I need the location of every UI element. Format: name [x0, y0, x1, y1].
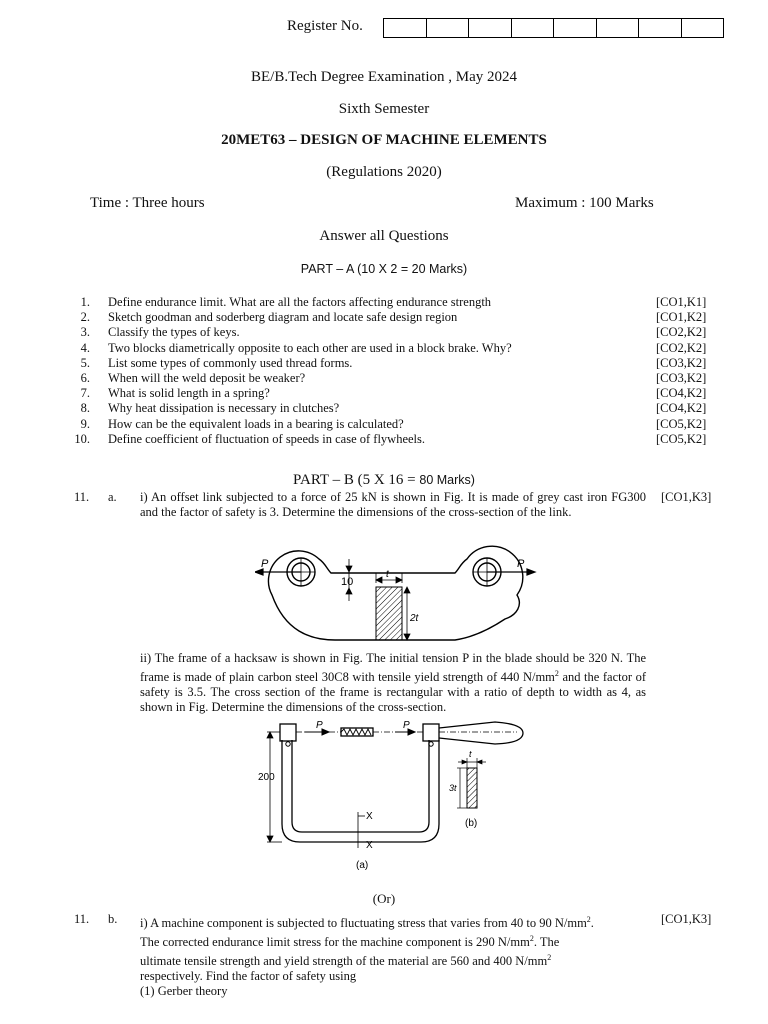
question-text: When will the weld deposit be weaker? — [108, 371, 306, 385]
question-number: 7. — [80, 386, 90, 401]
part-a-question-row — [0, 295, 768, 310]
register-cell[interactable] — [384, 19, 427, 37]
question-text: Define endurance limit. What are all the factors affecting endurance strength — [108, 295, 492, 309]
fig1-load-left: P — [261, 558, 269, 570]
fig2-section-label-bottom: X — [366, 840, 373, 851]
fig2-depth-dimension: 3t — [449, 783, 457, 793]
q11b-line-2-text: The corrected endurance limit stress for the machine component is 290 N/mm — [140, 935, 530, 950]
question-number: 5. — [80, 355, 90, 370]
course-outcome-tag: [CO4,K2] — [656, 386, 707, 401]
semester: Sixth Semester — [338, 101, 430, 117]
part-a-question-row — [0, 310, 768, 325]
register-cell[interactable] — [682, 19, 724, 37]
fig2-label-a: (a) — [356, 860, 369, 871]
q11a-part-i-text: i) An offset link subjected to a force of 25 kN is shown in Fig. It is made of grey cast iron FG300 and the factor of safety is 3. Determine the dimensions of the cross-section of the link. — [140, 490, 646, 519]
or-separator: (Or) — [372, 891, 396, 906]
question-number: 3. — [80, 325, 90, 340]
question-text: Why heat dissipation is necessary in clutches? — [108, 401, 340, 416]
exam-title: BE/B.Tech Degree Examination , May 2024 — [251, 69, 517, 85]
part-a-heading: PART – A (10 X 2 = 20 Marks) — [300, 262, 468, 276]
q11b-line-1-end: . — [590, 916, 594, 931]
fig1-load-right: P — [517, 558, 525, 570]
regulations: (Regulations 2020) — [326, 164, 442, 180]
part-a-question-row — [0, 356, 768, 371]
hacksaw-frame-figure — [255, 716, 530, 872]
part-a-question-row — [0, 371, 768, 386]
part-a-question-row — [0, 432, 768, 447]
q11b-line-4: respectively. Find the factor of safety using — [140, 969, 357, 984]
question-number: 8. — [80, 401, 90, 416]
question-number: 10. — [74, 431, 90, 446]
question-text: Two blocks diametrically opposite to each other are used in a block brake. Why? — [108, 340, 512, 355]
course-outcome-tag: [CO3,K2] — [656, 355, 707, 370]
question-number: 6. — [80, 371, 90, 385]
register-cell[interactable] — [639, 19, 682, 37]
register-cell[interactable] — [469, 19, 512, 37]
fig2-section-label-top: X — [366, 811, 373, 822]
instruction: Answer all Questions — [319, 228, 449, 244]
q11b-line-2-end: . The — [533, 935, 560, 950]
register-label: Register No. — [287, 18, 363, 34]
question-number: 2. — [80, 310, 90, 325]
frame-cross-section-hatch — [467, 768, 477, 808]
register-cell[interactable] — [597, 19, 640, 37]
course-outcome-tag: [CO4,K2] — [656, 401, 707, 416]
fig2-label-b: (b) — [465, 818, 478, 829]
question-number: 4. — [80, 340, 90, 355]
q11b-line-1 — [140, 912, 646, 931]
q11a-part-ii-text-b: and the factor of safety is 3.5. The cross section of the frame is rectangular with a ratio of depth to width as 4, as shown in Fig. Determine the dimensions of the cross-section. — [140, 670, 646, 715]
course-outcome-tag: [CO2,K2] — [656, 340, 707, 355]
question-number: 1. — [80, 295, 90, 309]
question-number: 11. — [74, 912, 90, 926]
question-subpart: a. — [108, 490, 117, 504]
q11a-part-ii-text — [140, 651, 646, 715]
course-outcome-tag: [CO3,K2] — [656, 371, 707, 385]
superscript: 2 — [586, 915, 591, 924]
course-outcome-tag: [CO5,K2] — [656, 431, 707, 446]
question-text: Sketch goodman and soderberg diagram and locate safe design region — [108, 310, 458, 325]
question-text: Classify the types of keys. — [108, 325, 240, 340]
fig2-width-dimension: t — [469, 749, 472, 759]
register-cell[interactable] — [554, 19, 597, 37]
fig1-offset-dimension: 10 — [341, 576, 354, 588]
maximum-marks: Maximum : 100 Marks — [515, 195, 654, 211]
q11b-text — [140, 912, 646, 999]
course-outcome-tag: [CO1,K3] — [661, 490, 712, 504]
q11b-line-1-text: i) A machine component is subjected to fluctuating stress that varies from 40 to 90 N/mm — [140, 916, 587, 931]
course-title: 20MET63 – DESIGN OF MACHINE ELEMENTS — [221, 132, 547, 148]
register-cell[interactable] — [512, 19, 555, 37]
time-allowed: Time : Three hours — [90, 195, 205, 211]
question-number: 9. — [80, 416, 90, 431]
part-a-question-row — [0, 325, 768, 340]
question-text: How can be the equivalent loads in a bearing is calculated? — [108, 416, 404, 431]
superscript: 2 — [529, 934, 534, 944]
q11b-line-3 — [140, 950, 646, 969]
part-b-heading — [0, 472, 768, 489]
part-a-question-row — [0, 417, 768, 432]
fig2-load-left: P — [316, 720, 323, 731]
fig2-height-dimension: 200 — [258, 772, 275, 783]
question-text: Define coefficient of fluctuation of speeds in case of flywheels. — [108, 431, 426, 446]
q11b-line-5: (1) Gerber theory — [140, 984, 228, 999]
register-number-boxes[interactable] — [383, 18, 724, 38]
part-b-heading-main: PART – B (5 X 16 = — [293, 472, 420, 488]
part-a-question-row — [0, 386, 768, 401]
question-text: What is solid length in a spring? — [108, 386, 270, 401]
course-outcome-tag: [CO1,K2] — [656, 310, 707, 325]
q11b-line-3-text: ultimate tensile strength and yield strength of the material are 560 and 400 N/mm — [140, 954, 548, 969]
fig2-load-right: P — [403, 720, 410, 731]
cross-section-hatch — [376, 587, 402, 640]
course-outcome-tag: [CO2,K2] — [656, 325, 707, 340]
part-a-question-row — [0, 401, 768, 416]
part-a-question-row — [0, 341, 768, 356]
register-cell[interactable] — [427, 19, 470, 37]
question-subpart: b. — [108, 912, 118, 926]
q11a-part-ii-text-a: ii) The frame of a hacksaw is shown in Fig. The initial tension P in the blade should be 320 N. The frame is made of plain carbon steel 30C8 with tensile yield strength of 440 N/mm — [140, 651, 646, 685]
question-text: List some types of commonly used thread forms. — [108, 355, 353, 370]
course-outcome-tag: [CO1,K3] — [661, 912, 712, 926]
course-outcome-tag: [CO5,K2] — [656, 416, 707, 431]
course-outcome-tag: [CO1,K1] — [656, 295, 707, 309]
superscript: 2 — [554, 669, 559, 678]
question-number: 11. — [74, 490, 90, 504]
q11b-line-2 — [140, 931, 646, 950]
fig1-depth-dimension: 2t — [410, 613, 419, 624]
superscript: 2 — [547, 953, 552, 963]
part-b-heading-marks: 80 Marks) — [419, 473, 475, 487]
offset-link-figure — [255, 543, 540, 647]
fig1-width-dimension: t — [386, 569, 389, 580]
